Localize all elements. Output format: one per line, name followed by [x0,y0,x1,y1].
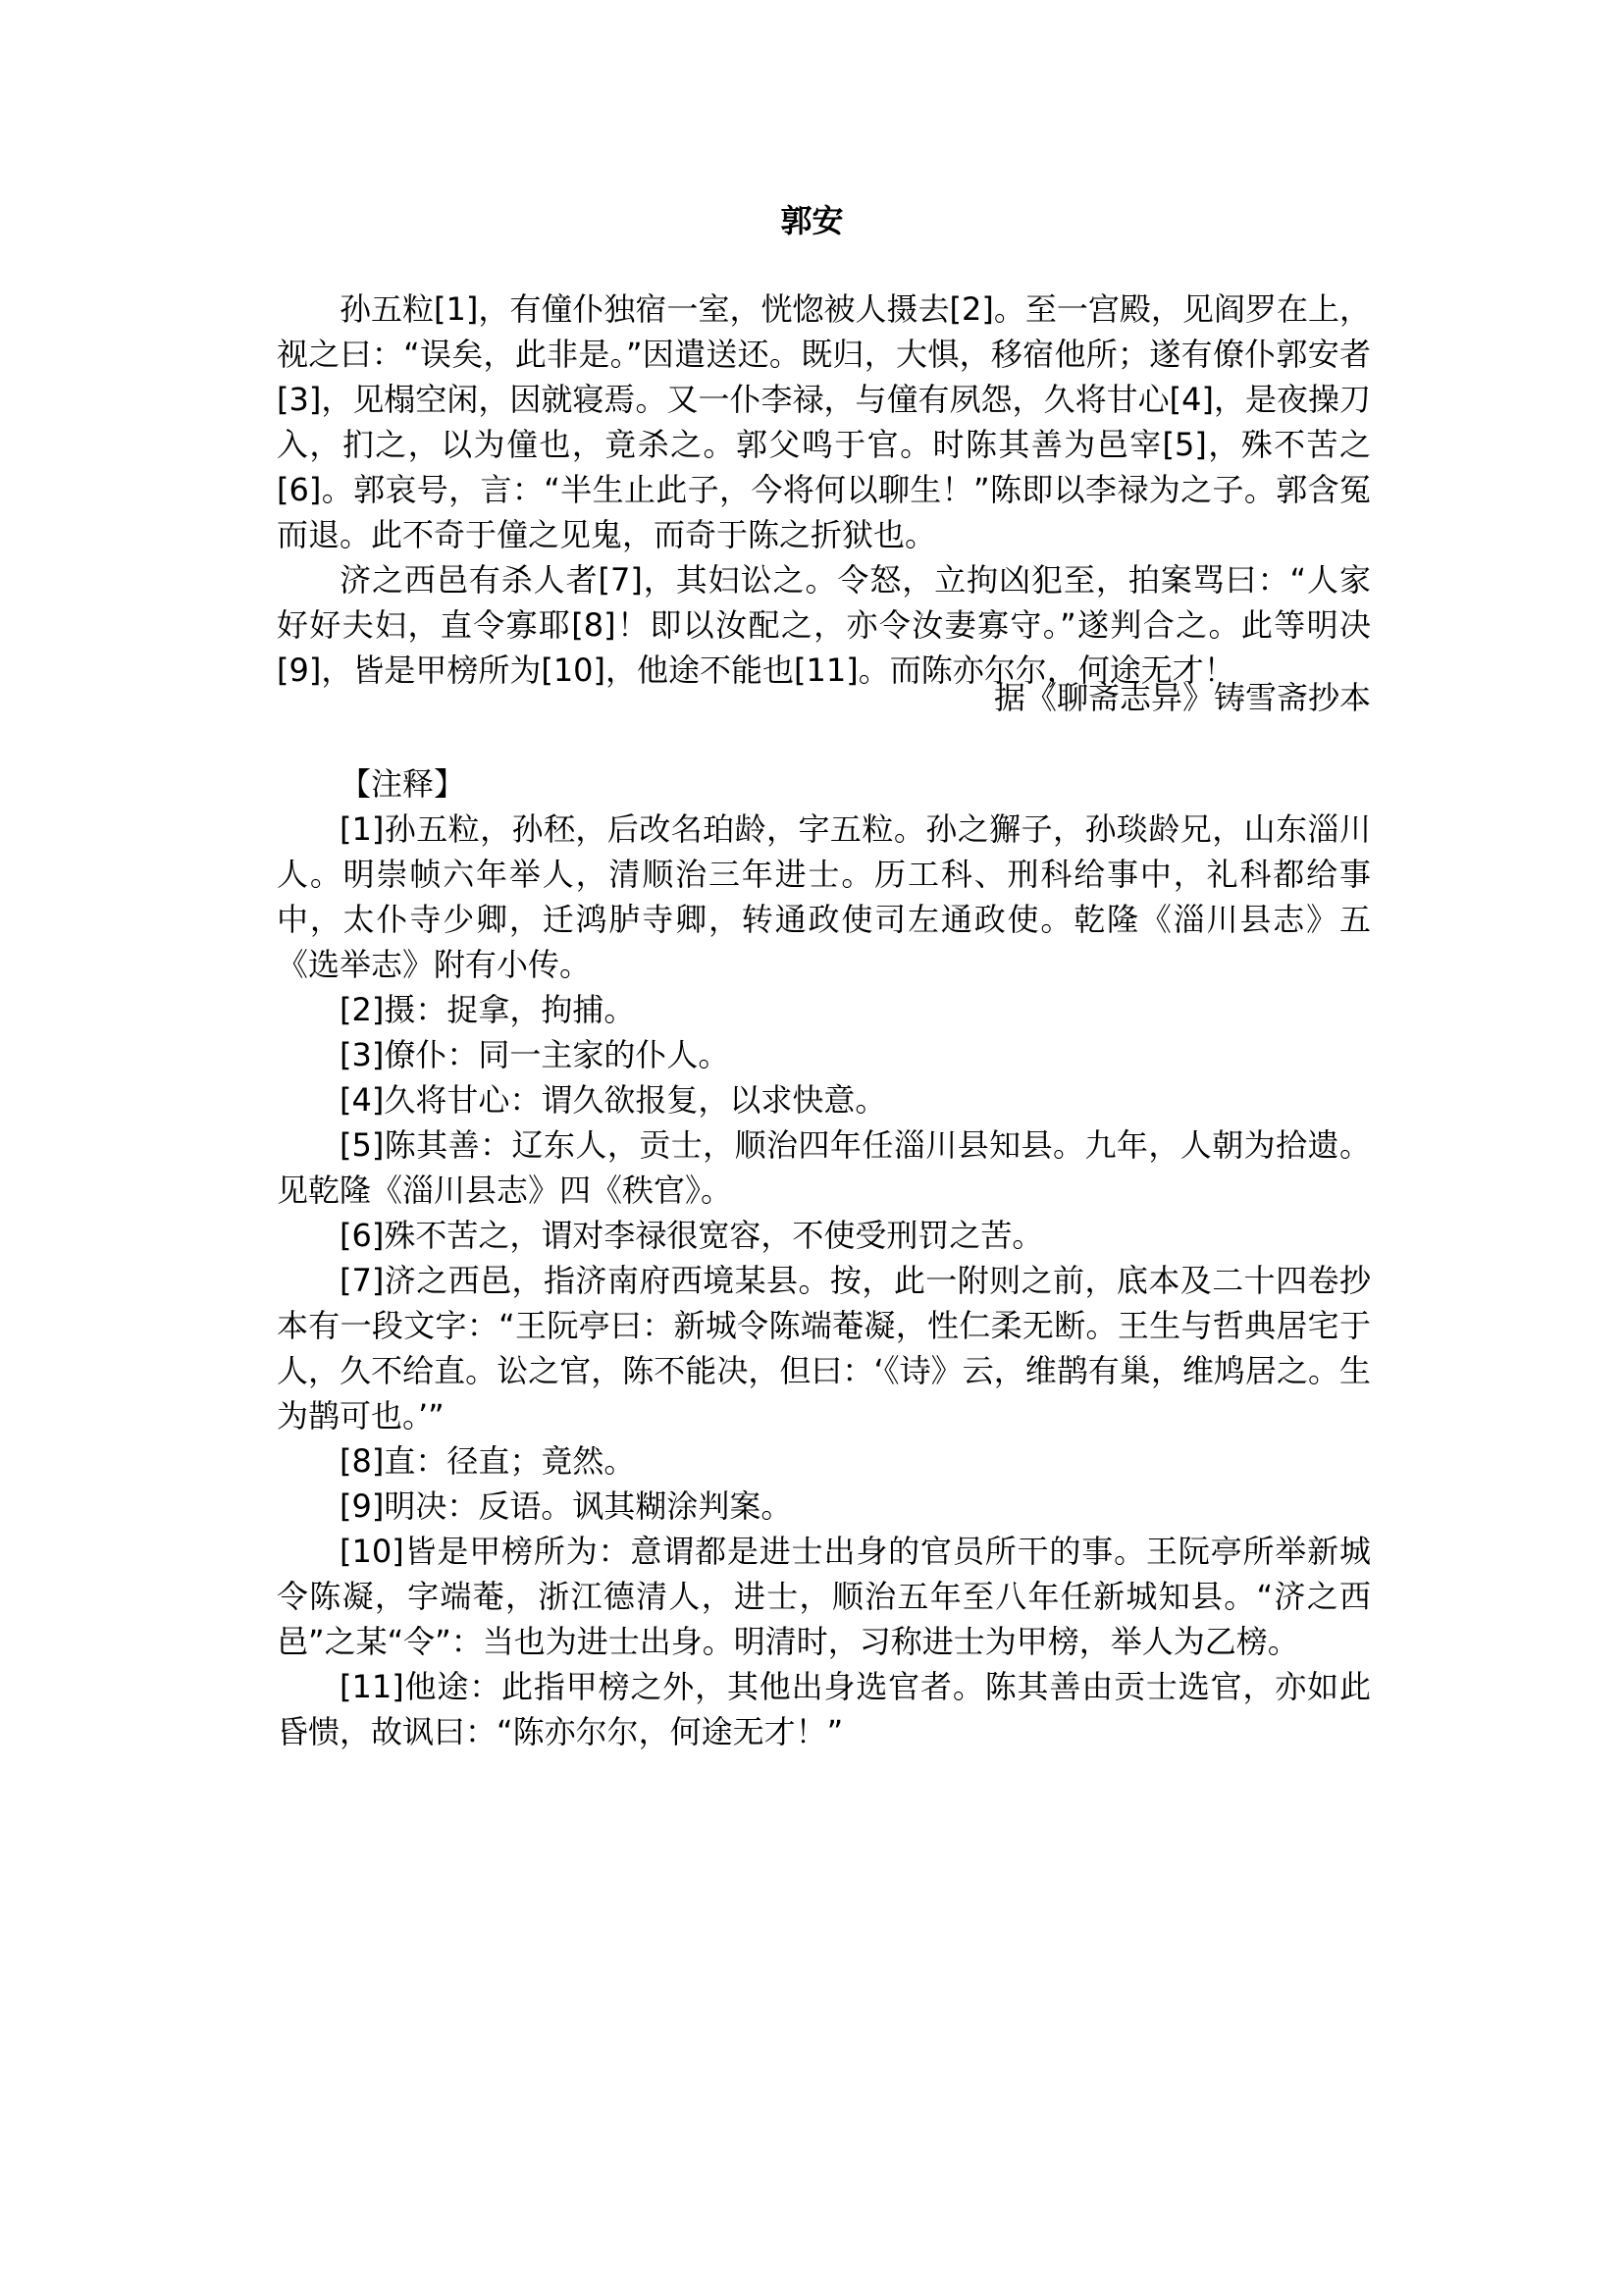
note-item: [2]摄：捉拿，拘捕。 [340,991,636,1028]
note-item: [3]僚仆：同一主家的仆人。 [340,1036,730,1073]
note-item: [6]殊不苦之，谓对李禄很宽容，不使受刑罚之苦。 [340,1217,1044,1254]
note-item: [10]皆是甲榜所为：意谓都是进士出身的官员所干的事。王阮亭所举新城令陈凝，字端菴，浙江德清人，进士，顺治五年至八年任新城知县。“济之西邑”之某“令”：当也为进士出身。明清时，习称进士为甲榜，举人为乙榜。 [277,1533,1371,1660]
note-item: [9]明决：反语。讽其糊涂判案。 [340,1487,793,1525]
notes-list [277,807,1371,1754]
note-item: [11]他途：此指甲榜之外，其他出身选官者。陈其善由贡士选官，亦如此昏愦，故讽曰：“陈亦尔尔，何途无才！” [277,1668,1371,1750]
note-item: [7]济之西邑，指济南府西境某县。按，此一附则之前，底本及二十四卷抄本有一段文字：“王阮亭曰：新城令陈端菴凝，性仁柔无断。王生与哲典居宅于人，久不给直。讼之官，陈不能决，但曰：‘《诗》云，维鹊有巢，维鸠居之。生为鹊可也。’” [277,1262,1371,1434]
note-item: [1]孙五粒，孙秠，后改名珀龄，字五粒。孙之獬子，孙琰龄兄，山东淄川人。明崇帧六年举人，清顺治三年进士。历工科、刑科给事中，礼科都给事中，太仆寺少卿，迁鸿胪寺卿，转通政使司左通政使。乾隆《淄川县志》五《选举志》附有小传。 [277,810,1371,983]
story-paragraph: 济之西邑有杀人者[7]，其妇讼之。令怒，立拘凶犯至，拍案骂曰：“人家好好夫妇，直令寡耶[8]！即以汝配之，亦令汝妻寡守。”遂判合之。此等明决[9]，皆是甲榜所为[10]，他途不能也[11]。而陈亦尔尔，何途无才！ [277,561,1371,689]
source-citation: 据《聊斋志异》铸雪斋抄本 [993,679,1371,716]
story-paragraph: 孙五粒[1]，有僮仆独宿一室，恍惚被人摄去[2]。至一宫殿，见阎罗在上，视之曰：“误矣，此非是。”因遣送还。既归，大惧，移宿他所；遂有僚仆郭安者[3]，见榻空闲，因就寝焉。又一仆李禄，与僮有夙怨，久将甘心[4]，是夜操刀入，扪之，以为僮也，竟杀之。郭父鸣于官。时陈其善为邑宰[5]，殊不苦之[6]。郭哀号，言：“半生止此子，今将何以聊生！”陈即以李禄为之子。郭含冤而退。此不奇于僮之见鬼，而奇于陈之折狱也。 [277,290,1371,553]
story-text [277,287,1371,693]
notes-heading: 【注释】 [340,765,466,803]
page-title: 郭安 [780,202,844,239]
note-item: [4]久将甘心：谓久欲报复，以求快意。 [340,1081,887,1119]
note-item: [5]陈其善：辽东人，贡士，顺治四年任淄川县知县。九年，人朝为拾遗。见乾隆《淄川县志》四《秩官》。 [277,1126,1371,1209]
note-item: [8]直：径直；竟然。 [340,1442,636,1480]
